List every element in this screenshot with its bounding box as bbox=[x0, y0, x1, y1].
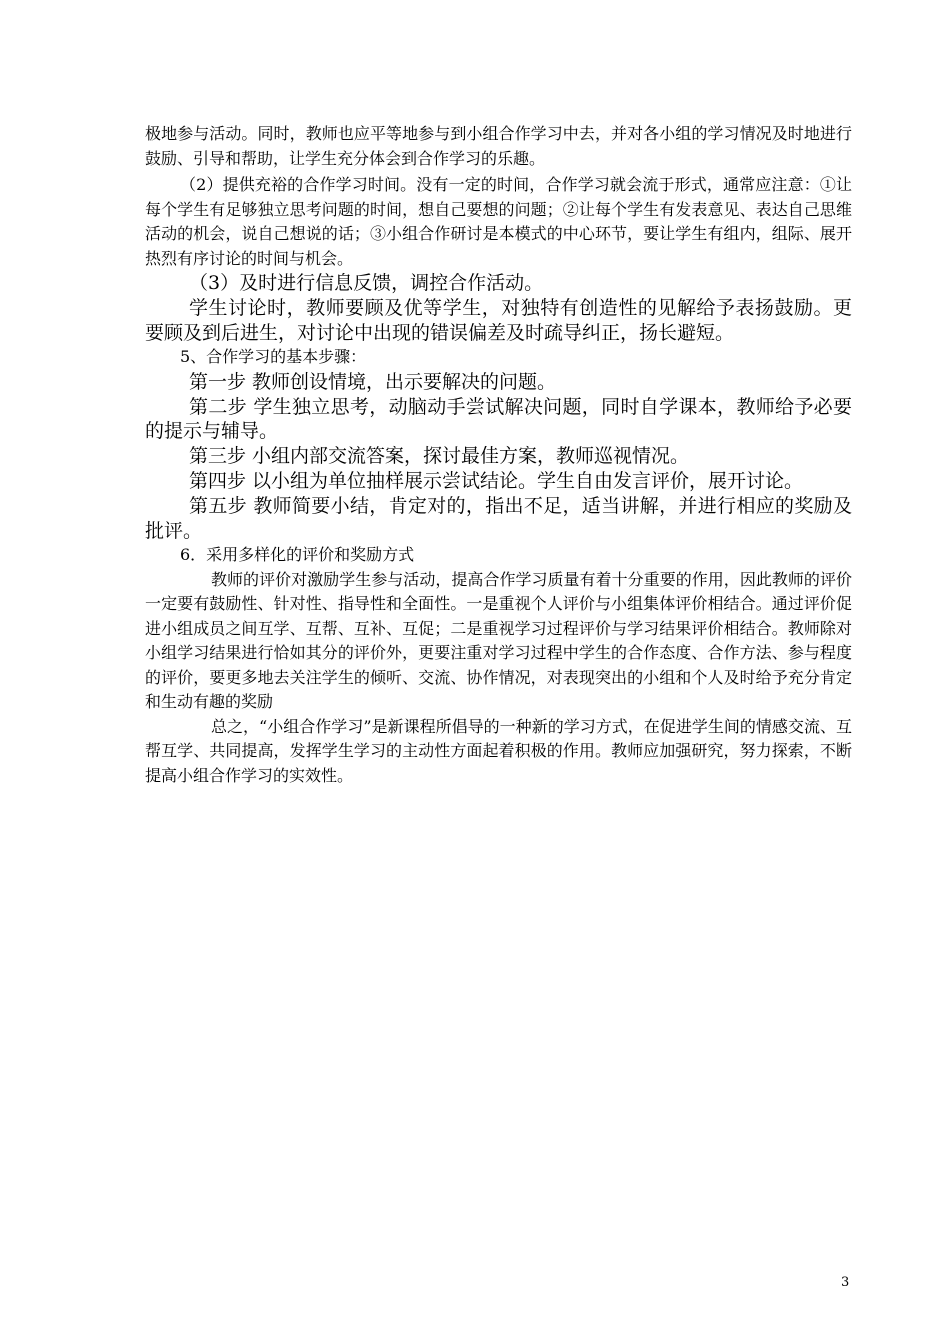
paragraph-conclusion: 总之，“小组合作学习”是新课程所倡导的一种新的学习方式，在促进学生间的情感交流、互帮互学、共同提高，发挥学生学习的主动性方面起着积极的作用。教师应加强研究，努力探索，不断提高小组合作学习的实效性。 bbox=[145, 716, 852, 785]
step-three: 第三步 小组内部交流答案，探讨最佳方案，教师巡视情况。 bbox=[189, 445, 690, 468]
paragraph-participation: 极地参与活动。同时，教师也应平等地参与到小组合作学习中去，并对各小组的学习情况及时地进行鼓励、引导和帮助，让学生充分体会到合作学习的乐趣。 bbox=[145, 124, 852, 168]
page-number: 3 bbox=[841, 1275, 850, 1290]
step-two: 第二步 学生独立思考，动脑动手尝试解决问题，同时自学课本，教师给予必要的提示与辅导。 bbox=[145, 395, 852, 443]
paragraph-feedback-heading: （3）及时进行信息反馈，调控合作活动。 bbox=[189, 272, 544, 294]
body-text bbox=[145, 122, 852, 788]
section-heading-evaluation: 6．采用多样化的评价和奖励方式 bbox=[180, 545, 415, 565]
paragraph-discussion: 学生讨论时，教师要顾及优等学生，对独特有创造性的见解给予表扬鼓励。更要顾及到后进生，对讨论中出现的错误偏差及时疏导纠正，扬长避短。 bbox=[145, 296, 852, 344]
paragraph-time: （2）提供充裕的合作学习时间。没有一定的时间，合作学习就会流于形式，通常应注意：①让每个学生有足够独立思考问题的时间，想自己要想的问题；②让每个学生有发表意见、表达自己思维活动的机会，说自己想说的话；③小组合作研讨是本模式的中心环节，要让学生有组内，组际、展开热烈有序讨论的时间与机会。 bbox=[145, 175, 852, 268]
paragraph-evaluation: 教师的评价对激励学生参与活动，提高合作学习质量有着十分重要的作用，因此教师的评价一定要有鼓励性、针对性、指导性和全面性。一是重视个人评价与小组集体评价相结合。通过评价促进小组成员之间互学、互帮、互补、互促；二是重视学习过程评价与学习结果评价相结合。教师除对小组学习结果进行恰如其分的评价外，更要注重对学习过程中学生的合作态度、合作方法、参与程度的评价，要更多地去关注学生的倾听、交流、协作情况，对表现突出的小组和个人及时给予充分肯定和生动有趣的奖励 bbox=[145, 569, 852, 712]
section-heading-steps: 5、合作学习的基本步骤： bbox=[180, 347, 367, 367]
step-four: 第四步 以小组为单位抽样展示尝试结论。学生自由发言评价，展开讨论。 bbox=[189, 470, 804, 493]
step-five: 第五步 教师简要小结，肯定对的，指出不足，适当讲解，并进行相应的奖励及批评。 bbox=[145, 494, 852, 542]
step-one: 第一步 教师创设情境，出示要解决的问题。 bbox=[189, 370, 557, 393]
